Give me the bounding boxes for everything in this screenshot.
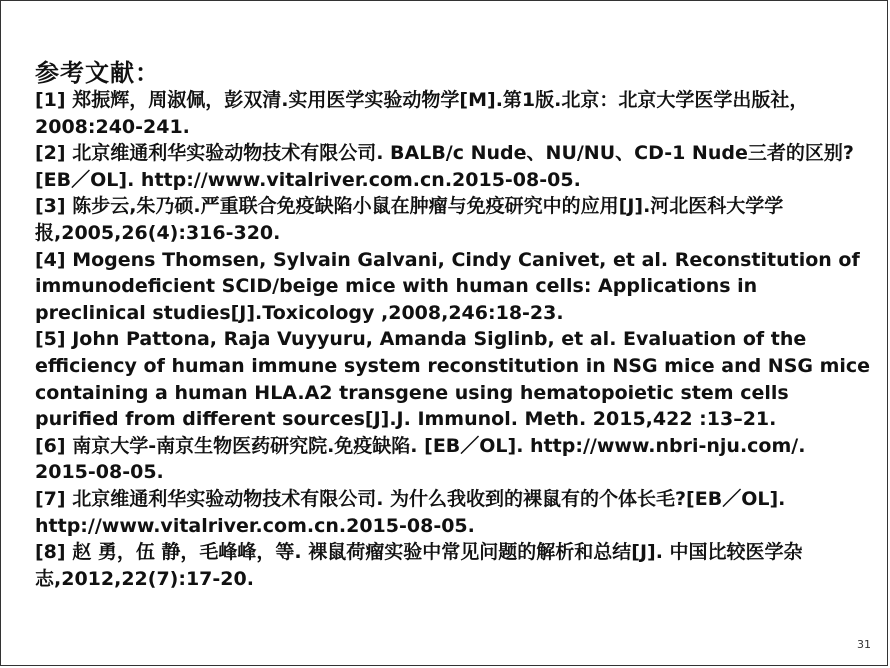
reference-item-8: [8] 赵 勇，伍 静，毛峰峰，等. 裸鼠荷瘤实验中常见问题的解析和总结[J]. 中国比较医学杂志,2012,22(7):17-20. [35,541,803,590]
reference-item-3: [3] 陈步云,朱乃硕.严重联合免疫缺陷小鼠在肿瘤与免疫研究中的应用[J].河北医科大学学报,2005,26(4):316-320. [35,195,784,244]
reference-item-6: [6] 南京大学-南京生物医药研究院.免疫缺陷. [EB／OL]. http://www.nbri-nju.com/. 2015-08-05. [35,434,806,484]
reference-item-2: [2] 北京维通利华实验动物技术有限公司. BALB/c Nude、NU/NU、CD-1 Nude三者的区别?[EB／OL]. http://www.vitalriver.com.cn.2015-08-05. [35,142,854,191]
reference-item-7: [7] 北京维通利华实验动物技术有限公司. 为什么我收到的裸鼠有的个体长毛?[EB／OL]. http://www.vitalriver.com.cn.2015-08-05. [35,487,786,537]
page-title: 参考文献： [35,59,160,87]
reference-item-4: [4] Mogens Thomsen, Sylvain Galvani, Cindy Canivet, et al. Reconstitution of immunodeficient SCID/beige mice with human cells: Applications in preclinical studies[J].Toxicology ,2008,246:18-23. [35,248,860,324]
page-number: 31 [857,638,871,651]
reference-item-1: [1] 郑振辉，周淑佩，彭双清.实用医学实验动物学[M].第1版.北京：北京大学医学出版社，2008:240-241. [35,89,809,138]
reference-list [35,87,871,592]
reference-item-5: [5] John Pattona, Raja Vuyyuru, Amanda Siglinb, et al. Evaluation of the efficiency of human immune system reconstitution in NSG mice and NSG mice containing a human HLA.A2 transgene using hematopoietic stem cells purified from different sources[J].J. Immunol. Meth. 2015,422 :13–21. [35,328,871,431]
